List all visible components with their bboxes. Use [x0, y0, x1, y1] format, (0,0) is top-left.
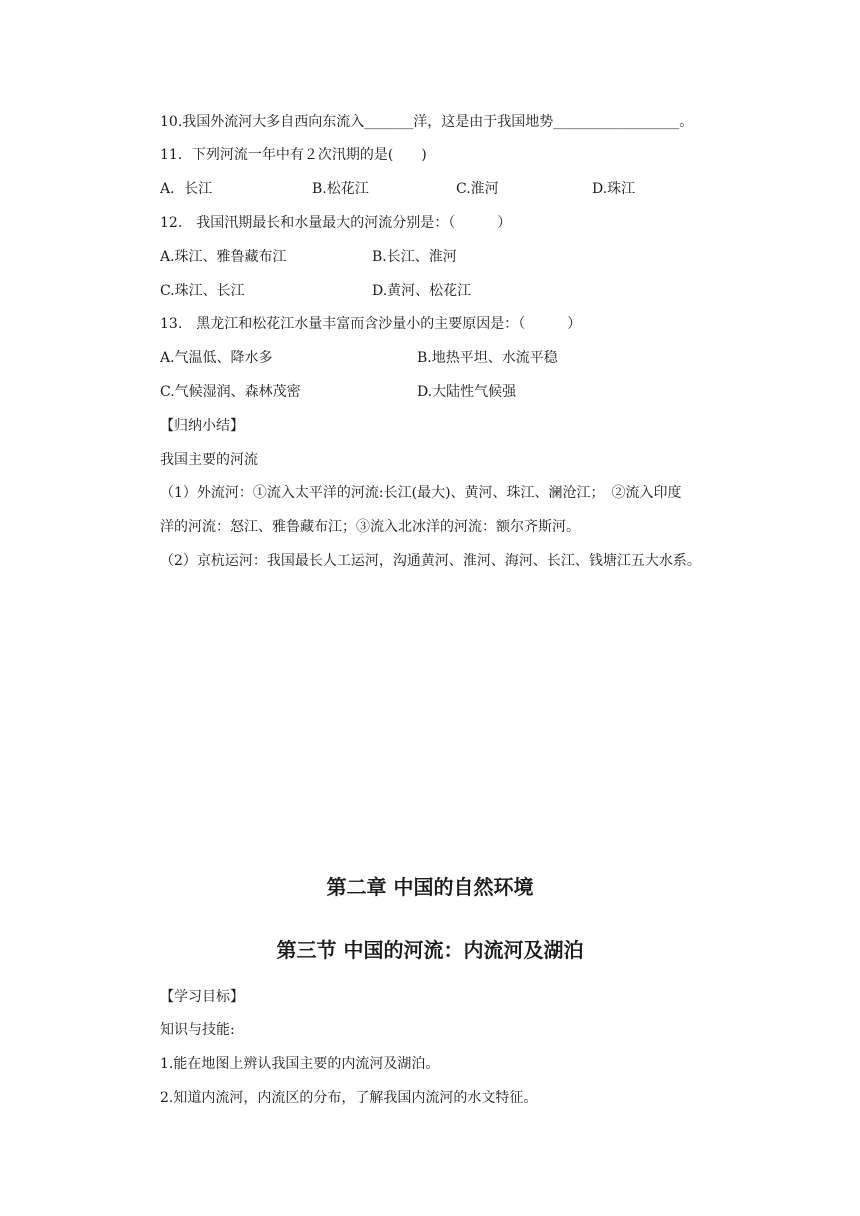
- question-13-option-d: D.大陆性气候强: [417, 384, 517, 400]
- question-12-option-d: D.黄河、松花江: [372, 283, 472, 299]
- objective-item: 1.能在地图上辨认我国主要的内流河及湖泊。: [160, 1056, 440, 1072]
- summary-intro: 我国主要的河流: [160, 452, 258, 468]
- objectives-subheader: 知识与技能:: [160, 1022, 235, 1038]
- question-11-stem: 11．下列河流一年中有２次汛期的是( ): [160, 147, 427, 163]
- summary-paragraph-1-line-2: 洋的河流：怒江、雅鲁藏布江；③流入北冰洋的河流：额尔齐斯河。: [160, 519, 580, 535]
- question-12-option-b: B.长江、淮河: [372, 249, 457, 265]
- question-12-option-c: C.珠江、长江: [160, 283, 245, 299]
- objective-item: 2.知道内流河，内流区的分布，了解我国内流河的水文特征。: [160, 1090, 538, 1106]
- question-13-option-c: C.气候湿润、森林茂密: [160, 384, 301, 400]
- question-13-option-b: B.地热平坦、水流平稳: [417, 350, 558, 366]
- question-13-stem: 13. 黑龙江和松花江水量丰富而含沙量小的主要原因是：（ ）: [160, 316, 582, 332]
- question-11-option-d: D.珠江: [592, 181, 636, 197]
- question-11-option-c: C.淮河: [456, 181, 499, 197]
- section-title: 第三节 中国的河流：内流河及湖泊: [276, 938, 584, 962]
- chapter-title: 第二章 中国的自然环境: [326, 875, 534, 899]
- question-11-option-a: A．长江: [160, 181, 213, 197]
- question-13-option-a: A.气温低、降水多: [160, 350, 273, 366]
- objectives-header: 【学习目标】: [160, 989, 244, 1005]
- summary-header: 【归纳小结】: [160, 418, 244, 434]
- question-11-option-b: B.松花江: [312, 181, 369, 197]
- summary-paragraph-2: （2）京杭运河：我国最长人工运河，沟通黄河、淮河、海河、长江、钱塘江五大水系。: [160, 553, 701, 569]
- question-12-option-a: A.珠江、雅鲁藏布江: [160, 249, 287, 265]
- summary-paragraph-1-line-1: （1）外流河：①流入太平洋的河流:长江(最大)、黄河、珠江、澜沧江； ②流入印度: [160, 485, 682, 501]
- question-10: 10.我国外流河大多自西向东流入_______洋，这是由于我国地势__________________。: [160, 114, 694, 130]
- question-12-stem: 12. 我国汛期最长和水量最大的河流分别是：（ ）: [160, 215, 512, 231]
